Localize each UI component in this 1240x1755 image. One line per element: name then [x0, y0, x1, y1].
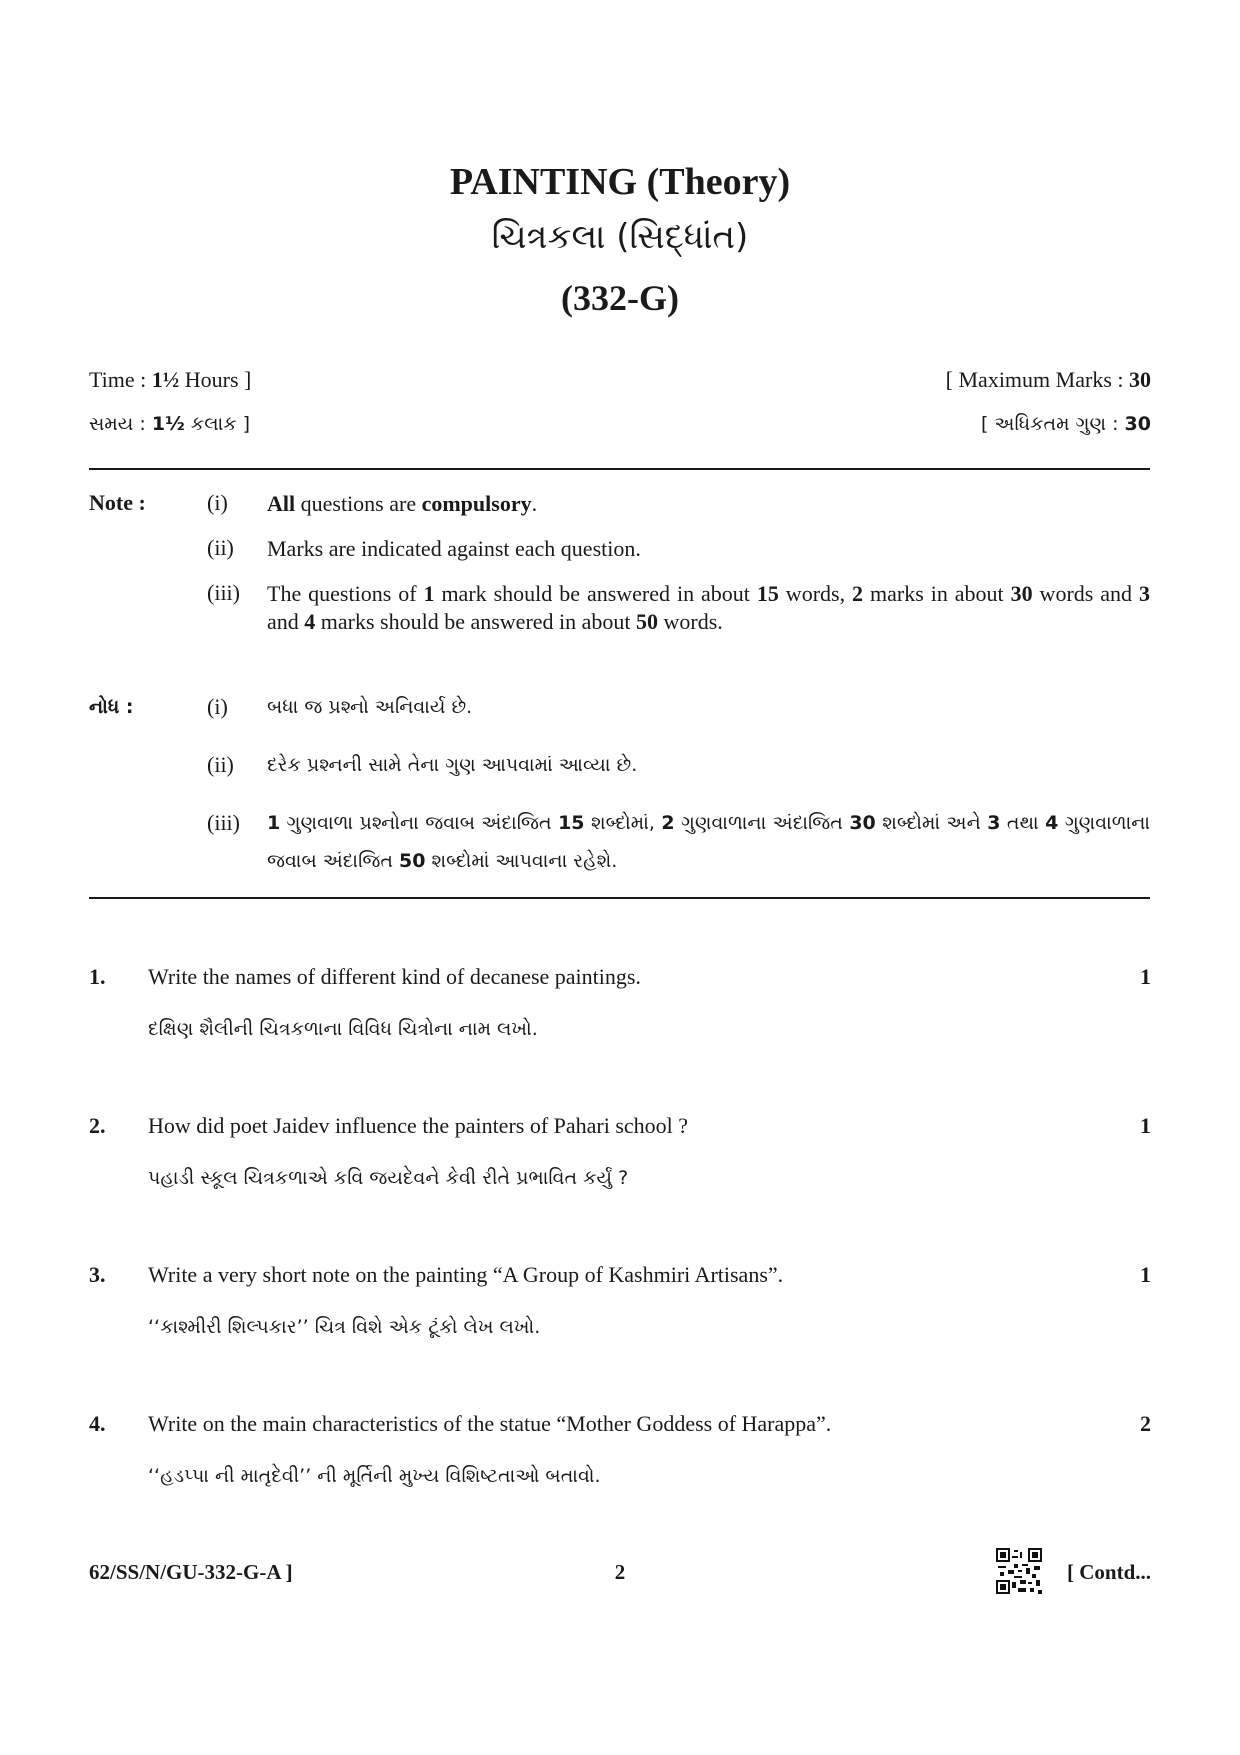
- time-label: Time :: [89, 367, 147, 392]
- question-text-gujarati: પહાડી સ્કૂલ ચિત્રકળાએ કવિ જયદેવને કેવી રીતે પ્રભાવિત કર્યું ?: [148, 1167, 629, 1189]
- question-marks: 2: [1140, 1411, 1151, 1436]
- question-text-english: Write on the main characteristics of the statue “Mother Goddess of Harappa”.: [148, 1411, 832, 1436]
- time-unit-gu: કલાક ]: [190, 413, 251, 435]
- footer-paper-code: 62/SS/N/GU-332-G-A ]: [89, 1560, 293, 1584]
- time-gujarati: [89, 413, 250, 435]
- marks-label: [ Maximum Marks :: [945, 367, 1124, 392]
- note-gu-num-3: (iii): [207, 810, 240, 835]
- note-num-2: (ii): [207, 535, 234, 560]
- max-marks-gujarati: [981, 413, 1151, 435]
- paper-title: PAINTING (Theory): [449, 161, 791, 203]
- question-marks: 1: [1140, 964, 1151, 989]
- time-english: [89, 367, 251, 393]
- question-number: 4.: [89, 1411, 106, 1436]
- divider-bottom: [89, 897, 1150, 899]
- question-text-gujarati: ‘‘હડપ્પા ની માતૃદેવી’’ ની મૂર્તિની મુખ્ય વિશિષ્ટતાઓ બતાવો.: [148, 1465, 601, 1487]
- max-marks-english: [946, 367, 1151, 393]
- note-text-2: Marks are indicated against each question.: [267, 536, 641, 561]
- marks-value: 30: [1129, 367, 1151, 392]
- question-marks: 1: [1140, 1113, 1151, 1138]
- note-label: Note :: [89, 490, 146, 515]
- page-number: 2: [614, 1560, 626, 1584]
- paper-title-gujarati: ચિત્રકલા (સિદ્ધાંત): [491, 217, 749, 257]
- question-number: 1.: [89, 964, 106, 989]
- question-text-gujarati: દક્ષિણ શૈલીની ચિત્રકળાના વિવિધ ચિત્રોના નામ લખો.: [148, 1018, 538, 1040]
- qr-code-icon: [996, 1548, 1042, 1594]
- note-gu-num-2: (ii): [207, 752, 234, 777]
- divider-top: [89, 468, 1150, 470]
- time-value: 1½: [151, 367, 180, 392]
- continued-label: [ Contd...: [1066, 1560, 1151, 1584]
- note-text-3: The questions of 1 mark should be answered in about 15 words, 2 marks in about 30 words and 3 and 4 marks should be answered in about 50 words.: [267, 581, 1150, 634]
- paper-code: (332-G): [561, 278, 679, 318]
- note-gu-num-1: (i): [207, 694, 228, 719]
- note-gu-text-2: દરેક પ્રશ્નની સામે તેના ગુણ આપવામાં આવ્યા છે.: [267, 754, 638, 776]
- marks-value-gu: 30: [1124, 413, 1151, 435]
- question-text-gujarati: ‘‘કાશ્મીરી શિલ્પકાર’’ ચિત્ર વિશે એક ટૂંકો લેખ લખો.: [148, 1316, 541, 1338]
- note-label-gu: નોધ :: [89, 696, 134, 718]
- question-text-english: Write the names of different kind of decanese paintings.: [148, 964, 641, 989]
- note-num-1: (i): [207, 490, 228, 515]
- question-marks: 1: [1140, 1262, 1151, 1287]
- note-num-3: (iii): [207, 580, 240, 605]
- question-number: 2.: [89, 1113, 106, 1138]
- question-number: 3.: [89, 1262, 106, 1287]
- marks-label-gu: [ અધિકતમ ગુણ :: [980, 413, 1119, 435]
- time-unit: Hours ]: [184, 367, 252, 392]
- question-text-english: How did poet Jaidev influence the painters of Pahari school ?: [148, 1113, 689, 1138]
- time-label-gu: સમય :: [89, 413, 146, 435]
- note-gu-text-3: 1 ગુણવાળા પ્રશ્નોના જવાબ અંદાજિત 15 શબ્દોમાં, 2 ગુણવાળાના અંદાજિત 30 શબ્દોમાં અને 3 તથા 4 ગુણવાળાના જવાબ અંદાજિત 50 શબ્દોમાં આપવાના રહેશે.: [267, 812, 1151, 872]
- question-text-english: Write a very short note on the painting “A Group of Kashmiri Artisans”.: [148, 1262, 784, 1287]
- note-gu-text-1: બધા જ પ્રશ્નો અનિવાર્ય છે.: [267, 696, 473, 718]
- note-text-1: All questions are compulsory.: [267, 491, 538, 516]
- time-value-gu: 1½: [151, 413, 185, 435]
